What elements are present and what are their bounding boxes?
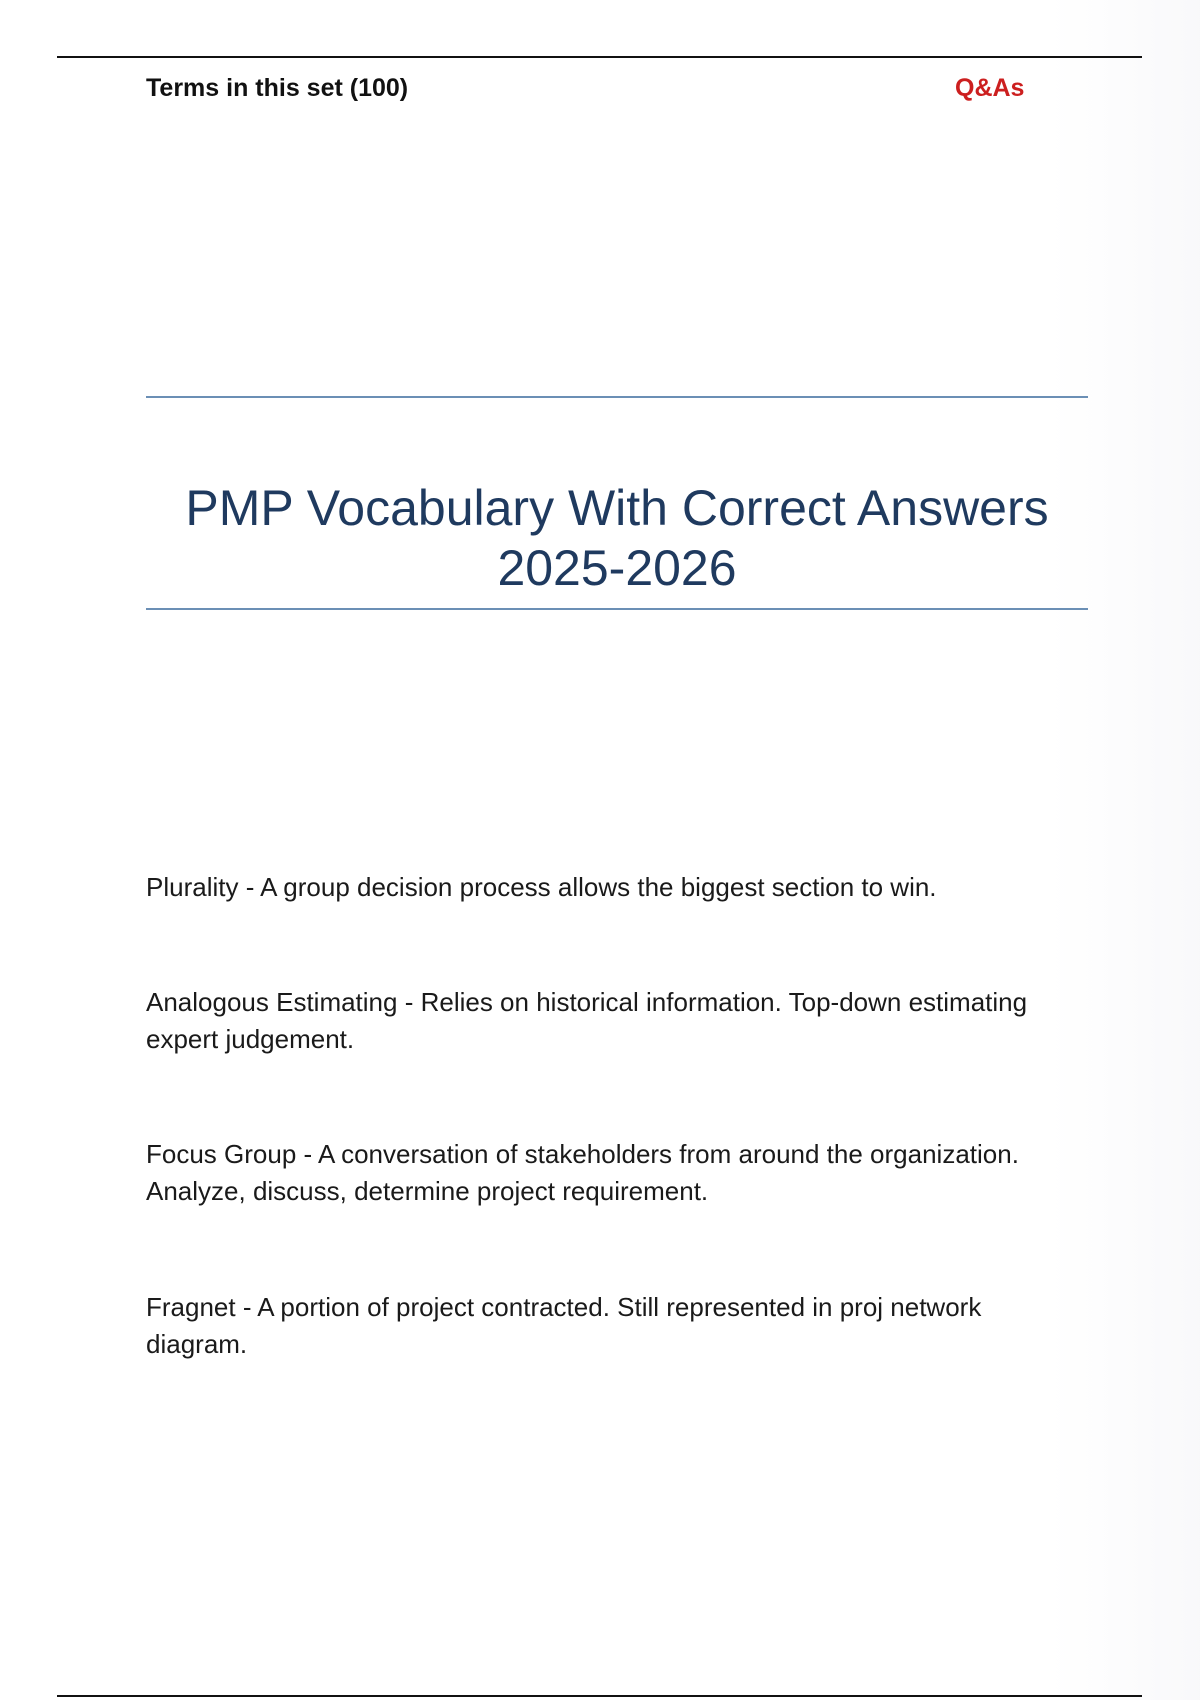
bottom-divider <box>57 1695 1142 1697</box>
term-entry-fragnet: Fragnet - A portion of project contracted. Still represented in proj network diagram. <box>146 1292 982 1359</box>
term-entry-plurality: Plurality - A group decision process allows the biggest section to win. <box>146 872 937 902</box>
top-divider <box>57 56 1142 58</box>
page-edge-shade <box>1050 0 1200 1700</box>
title-bottom-rule <box>146 608 1088 610</box>
term-entry-focus-group: Focus Group - A conversation of stakeholders from around the organization. Analyze, discuss, determine project requirement. <box>146 1139 1019 1206</box>
terms-count-label: Terms in this set (100) <box>146 74 409 102</box>
document-title-line-2: 2025-2026 <box>497 540 737 596</box>
document-title <box>146 478 1088 598</box>
document-title-line-1: PMP Vocabulary With Correct Answers <box>185 480 1049 536</box>
title-top-rule <box>146 396 1088 398</box>
term-entry-analogous-estimating: Analogous Estimating - Relies on historical information. Top-down estimating expert judgement. <box>146 987 1028 1054</box>
qa-tag: Q&As <box>955 74 1025 102</box>
